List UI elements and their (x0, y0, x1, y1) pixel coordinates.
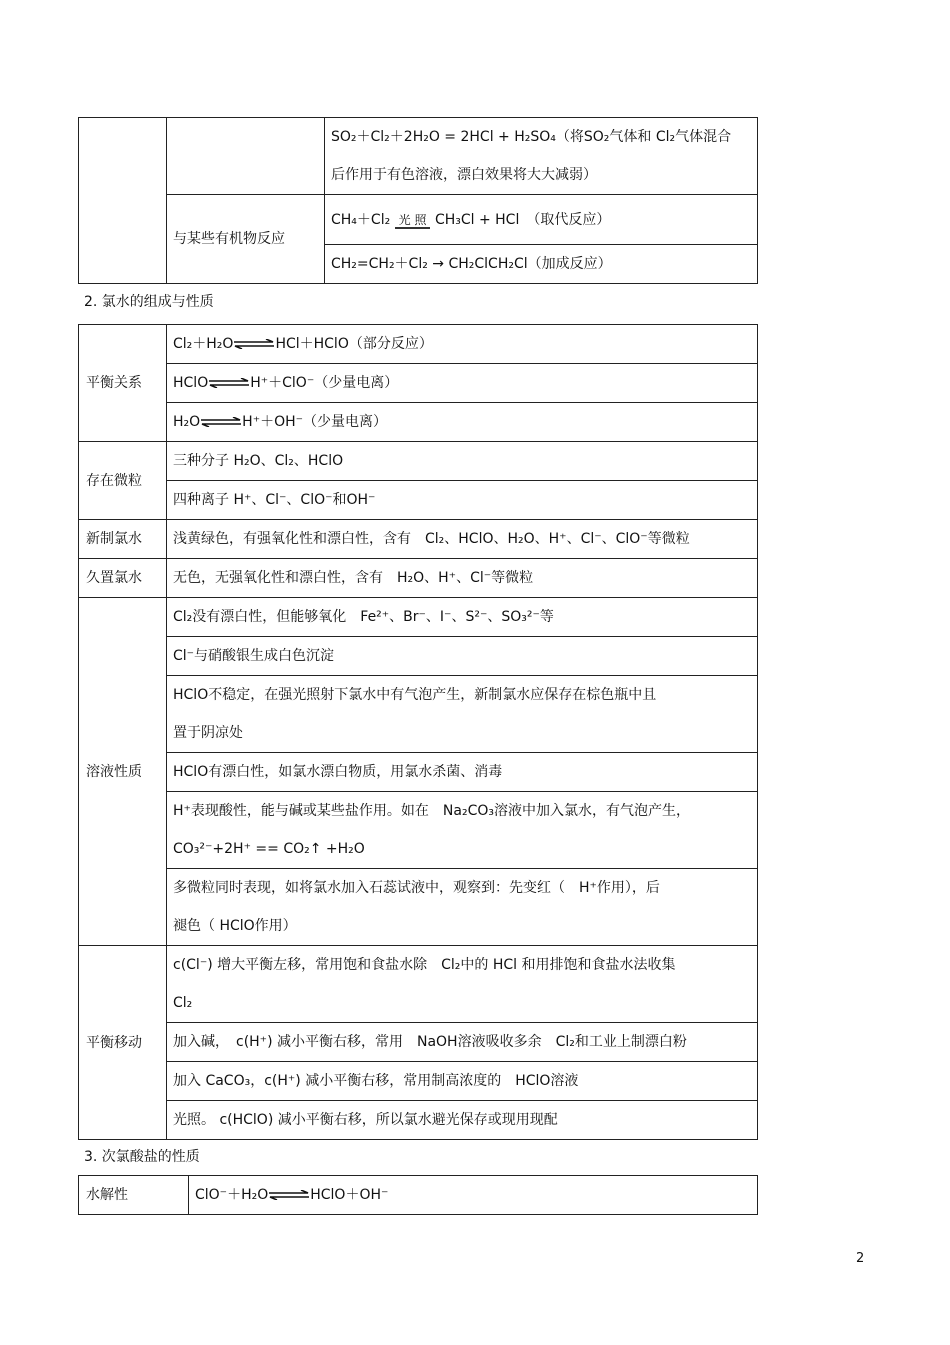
equilibrium-arrow-icon (208, 378, 250, 388)
equation-right: HCl＋HClO（部分反应） (275, 336, 433, 352)
cell-text: HClO不稳定，在强光照射下氯水中有气泡产生，新制氯水应保存在棕色瓶中且 (173, 687, 657, 703)
table-cell: CH₂=CH₂＋Cl₂ → CH₂ClCH₂Cl（加成反应） (325, 245, 758, 284)
equation-right: H⁺＋OH⁻（少量电离） (242, 414, 388, 430)
table-continued (78, 117, 758, 284)
row-label: 新制氯水 (79, 520, 167, 559)
table-cell: Cl⁻与硝酸银生成白色沉淀 (167, 637, 758, 676)
equation-left: HClO (173, 375, 209, 391)
section-heading: 2. 氯水的组成与性质 (84, 294, 214, 310)
table-cell: 四种离子 H⁺、Cl⁻、ClO⁻和OH⁻ (167, 481, 758, 520)
equilibrium-arrow-icon (233, 339, 275, 349)
cell-text: 后作用于有色溶液，漂白效果将大大减弱） (331, 167, 597, 183)
cell-text: CO₃²⁻+2H⁺ == CO₂↑ +H₂O (173, 841, 365, 857)
equilibrium-arrow-icon (268, 1190, 310, 1200)
table-cell (167, 869, 758, 946)
equilibrium-arrow-icon (200, 417, 242, 427)
table-cell (167, 792, 758, 869)
table-cell: 加入 CaCO₃，c(H⁺) 减小平衡右移，常用制高浓度的 HClO溶液 (167, 1062, 758, 1101)
equation-right: H⁺＋ClO⁻（少量电离） (250, 375, 399, 391)
table-cell: 三种分子 H₂O、Cl₂、HClO (167, 442, 758, 481)
cell-text: SO₂＋Cl₂＋2H₂O = 2HCl + H₂SO₄（将SO₂气体和 Cl₂气体混合 (331, 129, 732, 145)
chlorine-water-table (78, 324, 758, 1140)
table-cell: 浅黄绿色，有强氧化性和漂白性，含有 Cl₂、HClO、H₂O、H⁺、Cl⁻、ClO⁻等微粒 (167, 520, 758, 559)
equation-left: Cl₂＋H₂O (173, 336, 234, 352)
equation-right: HClO＋OH⁻ (310, 1187, 389, 1203)
page-number: 2 (856, 1251, 865, 1266)
table-cell (325, 195, 758, 245)
blank-cell (167, 118, 325, 195)
cell-text: H⁺表现酸性，能与碱或某些盐作用。如在 Na₂CO₃溶液中加入氯水，有气泡产生， (173, 803, 690, 819)
table-cell (167, 364, 758, 403)
table-cell (167, 325, 758, 364)
table-cell: Cl₂没有漂白性，但能够氧化 Fe²⁺、Br⁻、I⁻、S²⁻、SO₃²⁻等 (167, 598, 758, 637)
row-label: 平衡移动 (79, 946, 167, 1140)
row-label: 溶液性质 (79, 598, 167, 946)
cell-text: 褪色（ HClO作用） (173, 918, 297, 934)
table-cell: HClO有漂白性，如氯水漂白物质，用氯水杀菌、消毒 (167, 753, 758, 792)
equation-left: ClO⁻＋H₂O (195, 1187, 269, 1203)
table-cell: 加入碱， c(H⁺) 减小平衡右移，常用 NaOH溶液吸收多余 Cl₂和工业上制漂白粉 (167, 1023, 758, 1062)
row-label: 平衡关系 (79, 325, 167, 442)
table-cell: 光照。 c(HClO) 减小平衡右移，所以氯水避光保存或现用现配 (167, 1101, 758, 1140)
table-cell (167, 403, 758, 442)
hypochlorite-table (78, 1175, 758, 1215)
cell-text: Cl₂ (173, 995, 193, 1011)
equation-right: CH₃Cl + HCl （取代反应） (434, 211, 611, 228)
row-label: 与某些有机物反应 (167, 195, 325, 284)
section-heading: 3. 次氯酸盐的性质 (84, 1149, 200, 1165)
table-cell (167, 946, 758, 1023)
cell-text: 置于阴凉处 (173, 725, 243, 741)
table-cell (325, 118, 758, 195)
cell-text: c(Cl⁻) 增大平衡左移，常用饱和食盐水除 Cl₂中的 HCl 和用排饱和食盐水法收集 (173, 957, 676, 973)
equation-left: CH₄＋Cl₂ (331, 211, 391, 228)
row-label: 水解性 (79, 1176, 189, 1215)
blank-cell (79, 118, 167, 284)
table-cell: 无色，无强氧化性和漂白性，含有 H₂O、H⁺、Cl⁻等微粒 (167, 559, 758, 598)
row-label: 久置氯水 (79, 559, 167, 598)
row-label: 存在微粒 (79, 442, 167, 520)
light-condition (395, 213, 431, 227)
condition-text: 光 照 (395, 213, 431, 229)
table-cell (189, 1176, 758, 1215)
equation-left: H₂O (173, 414, 201, 430)
cell-text: 多微粒同时表现，如将氯水加入石蕊试液中，观察到：先变红（ H⁺作用），后 (173, 880, 660, 896)
table-cell (167, 676, 758, 753)
